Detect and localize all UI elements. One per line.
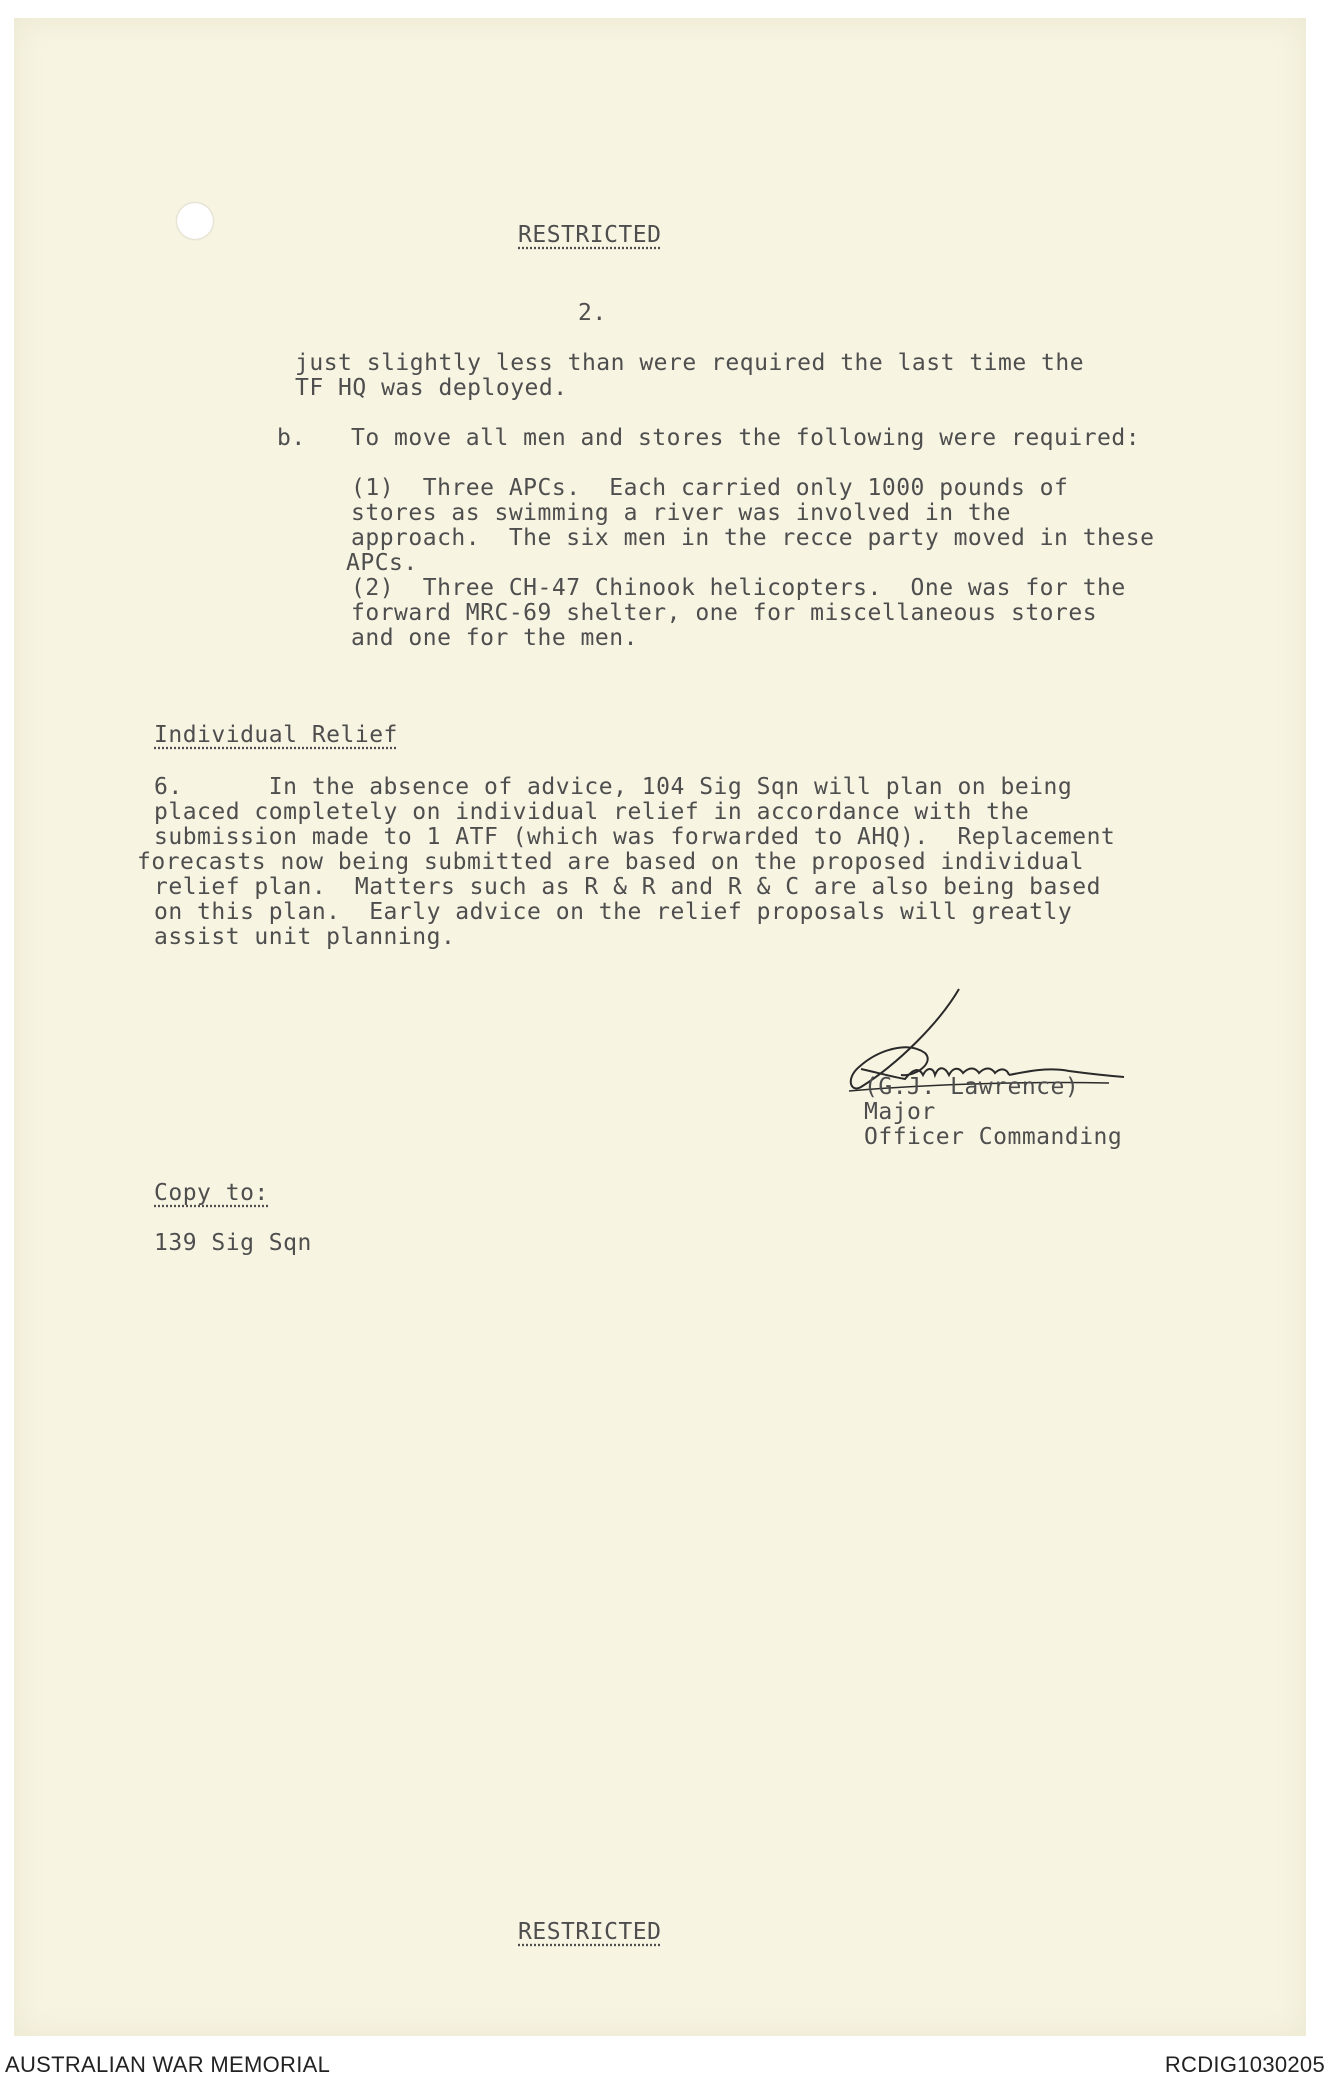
signatory-rank: Major [864,1099,936,1125]
punch-hole [177,203,213,239]
copy-to-label: Copy to: [154,1180,269,1206]
para6-line-3: submission made to 1 ATF (which was forwarded to AHQ). Replacement [154,824,1116,850]
para6-line-4: forecasts now being submitted are based on the proposed individual [137,849,1084,875]
continuation-line-2: TF HQ was deployed. [295,375,568,401]
continuation-line-1: just slightly less than were required the last time the [295,350,1085,376]
footer-reference: RCDIG1030205 [1164,2052,1325,2077]
para6-line-6: on this plan. Early advice on the relief proposals will greatly [154,899,1073,925]
signatory-name: (G.J. Lawrence) [864,1074,1080,1100]
item-b-label: b. [277,425,306,451]
para6-line-7: assist unit planning. [154,924,456,950]
signatory-title: Officer Commanding [864,1124,1123,1150]
footer-institution: AUSTRALIAN WAR MEMORIAL [5,2052,331,2077]
para6-line-2: placed completely on individual relief in accordance with the [154,799,1030,825]
copy-to-recipient: 139 Sig Sqn [154,1230,312,1256]
item-b-text: To move all men and stores the following were required: [351,425,1141,451]
sub2-line-2: forward MRC-69 shelter, one for miscellaneous stores [351,600,1098,626]
classification-footer: RESTRICTED [518,1919,662,1945]
sub1-line-3: approach. The six men in the recce party moved in these [351,525,1155,551]
page-number: 2. [578,300,607,326]
sub1-line-1: (1) Three APCs. Each carried only 1000 pounds of [351,475,1069,501]
section-heading: Individual Relief [154,722,398,748]
sub1-line-2: stores as swimming a river was involved in the [351,500,1011,526]
sub2-line-3: and one for the men. [351,625,638,651]
sub2-line-1: (2) Three CH-47 Chinook helicopters. One was for the [351,575,1126,601]
para6-line-1: 6. In the absence of advice, 104 Sig Sqn will plan on being [154,774,1073,800]
sub1-line-4: APCs. [346,550,418,576]
document-page [14,18,1306,2036]
para6-line-5: relief plan. Matters such as R & R and R & C are also being based [154,874,1101,900]
classification-header: RESTRICTED [518,222,662,248]
